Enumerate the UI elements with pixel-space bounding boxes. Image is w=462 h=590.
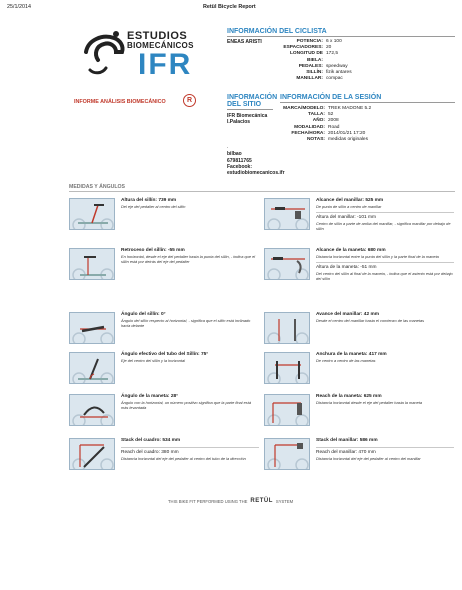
cyclist-section-title: INFORMACIÓN DEL CICLISTA xyxy=(227,28,327,35)
measure-diagram-icon xyxy=(264,438,310,470)
cyclist-fields: POTENCIA: 6 x 100 ESPACIADORES: 20 LONGITUD DE 172,5 BIELA: PEDALES: speedway SILLÍN: fizik antares MANILLAR: compac xyxy=(283,39,352,82)
report-label: INFORME ANÁLISIS BIOMECÁNICO xyxy=(74,99,166,105)
measure-item xyxy=(69,352,259,390)
session-fields: MARCA/MODELO: TREK MADONE 5.2 TALLA: 52 AÑO: 2008 MODALIDAD: Road FECHA/HORA: 2014/01/21 17:20 NOTAS: medidas originales xyxy=(283,106,372,143)
measure-sub-label: Reach del manillar: 470 mm xyxy=(316,450,376,455)
brand-logo xyxy=(80,26,220,84)
measure-item xyxy=(69,312,259,350)
session-section-title: INFORMACIÓN DE LA SESIÓN xyxy=(280,94,382,101)
site-person: I.Palacios xyxy=(227,119,251,125)
measure-label: Alcance de la maneta: 680 mm xyxy=(316,248,386,253)
measure-desc: De centro a centro de las manetas xyxy=(316,358,376,363)
measure-desc: Distancia horizontal desde el eje del pedalier hasta la maneta xyxy=(316,400,422,405)
measure-label: Altura del sillín: 739 mm xyxy=(121,198,177,203)
measure-sub-desc: Distancia horizontal del eje del pedalier al centro del manillar xyxy=(316,456,421,461)
retul-logo: RETÜL xyxy=(250,498,273,504)
measure-diagram-icon xyxy=(264,394,310,426)
site-title-line2: DEL SITIO xyxy=(227,101,262,108)
measure-label: Anchura de la maneta: 417 mm xyxy=(316,352,387,357)
measure-sub-desc: Distancia horizontal del eje del pedalier al centro del tubo de la dirección xyxy=(121,456,246,461)
measure-diagram-icon xyxy=(264,352,310,384)
site-name: IFR Biomecánica xyxy=(227,113,268,119)
measure-diagram-icon xyxy=(69,198,115,230)
site-dot: . xyxy=(227,144,229,150)
report-date: 25/1/2014 xyxy=(7,4,31,10)
measure-sub-label: Altura del manillar: -101 mm xyxy=(316,215,376,220)
measure-desc: Ángulo del sillín respecto al horizontal, - significa que el sillín está inclinado hacia delante xyxy=(121,318,251,328)
measure-label: Alcance del manillar: 525 mm xyxy=(316,198,384,203)
brand-line1: ESTUDIOS xyxy=(127,30,188,42)
cyclist-logo-icon xyxy=(80,26,130,84)
measure-item xyxy=(264,394,454,432)
measure-item xyxy=(264,248,454,286)
measure-sub-desc: Del centro del sillín al final de la maneta, - indica que el asiento está por debajo del sillín xyxy=(316,271,453,281)
measure-label: Ángulo de la maneta: 28° xyxy=(121,394,179,399)
measure-item xyxy=(264,438,454,476)
measure-sub-desc: Centro de sillín a parte de arriba del manillar, - significa manillar por debajo de sillín xyxy=(316,221,451,231)
measure-label: Ángulo del sillín: 0° xyxy=(121,312,166,317)
measure-item xyxy=(69,438,259,476)
report-title: Retül Bicycle Report xyxy=(203,4,256,10)
measures-section-title: MEDIDAS Y ÁNGULOS xyxy=(69,184,126,190)
site-facebook-value[interactable]: estudiobiomecanicos.ifr xyxy=(227,170,285,176)
measure-item xyxy=(264,198,454,236)
footer xyxy=(168,498,293,504)
footer-suffix: SYSTEM xyxy=(275,498,294,504)
measure-label: Ángulo efectivo del tubo del Sillín: 75° xyxy=(121,352,209,357)
measure-desc: Desde el centro del manillar hasta el comienzo de las manetas xyxy=(316,318,425,323)
report-badge-icon: R xyxy=(183,94,196,107)
measure-diagram-icon xyxy=(264,198,310,230)
measure-desc: Distancia horizontal entre la punta del sillín y la parte final de la maneta xyxy=(316,254,439,259)
measure-item xyxy=(69,198,259,236)
measure-diagram-icon xyxy=(264,312,310,344)
measure-label: Reach de la maneta: 625 mm xyxy=(316,394,382,399)
measure-item xyxy=(69,394,259,432)
measure-diagram-icon xyxy=(264,248,310,280)
measure-diagram-icon xyxy=(69,438,115,470)
brand-line3: IFR xyxy=(138,48,193,81)
site-city: bilbao xyxy=(227,151,242,157)
site-phone: 679811765 xyxy=(227,158,252,164)
measure-desc: Eje del centro del sillín y la horizontal xyxy=(121,358,186,363)
measure-sub-label: Altura de la maneta: -51 mm xyxy=(316,265,377,270)
measure-label: Retroceso del sillín: -55 mm xyxy=(121,248,185,253)
measure-sub-label: Reach del cuadro: 380 mm xyxy=(121,450,179,455)
measure-label: Stack del cuadro: 534 mm xyxy=(121,438,181,443)
measure-item xyxy=(69,248,259,286)
site-facebook-label: Facebook: xyxy=(227,164,253,170)
site-title-line1: INFORMACIÓN xyxy=(227,94,278,101)
measure-diagram-icon xyxy=(69,312,115,344)
brand-line2: BIOMECÁNICOS xyxy=(127,41,194,50)
footer-text: THIS BIKE FIT PERFORMED USING THE xyxy=(168,498,248,504)
measure-diagram-icon xyxy=(69,394,115,426)
measure-label: Stack del manillar: 586 mm xyxy=(316,438,378,443)
measure-desc: De punta de sillín a centro de manillar xyxy=(316,204,382,209)
measure-label: Avance del manillar: 42 mm xyxy=(316,312,380,317)
measure-desc: Ángulo con la horizontal, un número positivo significa que la parte final está más levantada xyxy=(121,400,251,410)
measure-item xyxy=(264,312,454,350)
measure-desc: En horizontal, desde el eje del pedalier hasta la punta del sillín, - indica que el sillín está por detrás del eje del pedalier xyxy=(121,254,256,264)
measure-diagram-icon xyxy=(69,248,115,280)
measure-desc: Del eje del pedalier al centro del sillín xyxy=(121,204,186,209)
measure-item xyxy=(264,352,454,390)
cyclist-name: ENEAS ARISTI xyxy=(227,39,262,45)
measure-diagram-icon xyxy=(69,352,115,384)
